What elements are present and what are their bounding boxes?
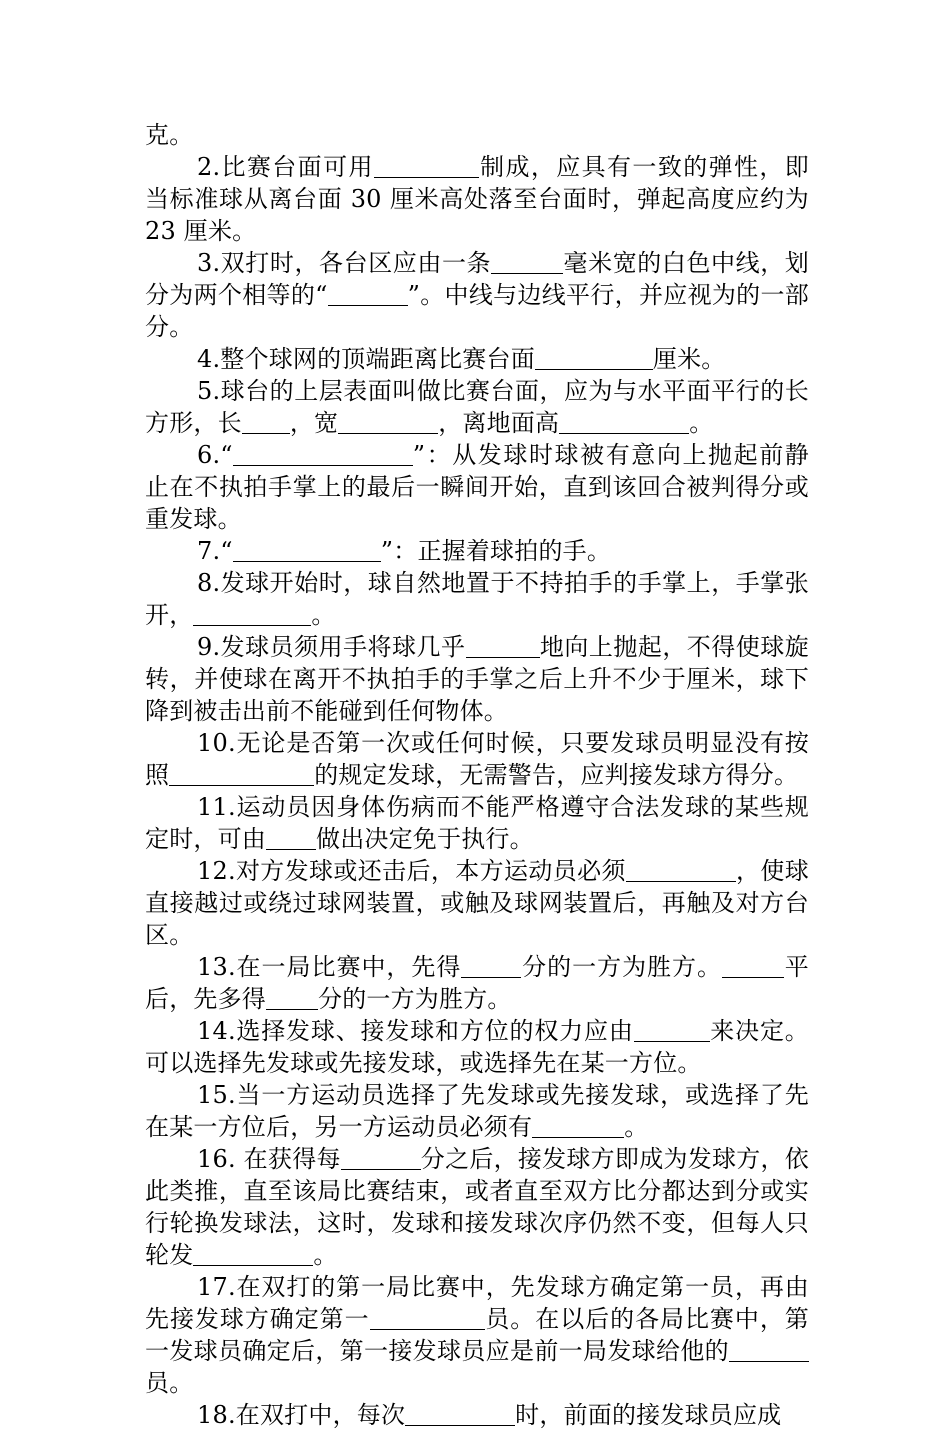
question-text: 。 [313,1241,338,1269]
question-text: 4.整个球网的顶端距离比赛台面 [197,345,535,373]
question-text: ，使球直接越过或绕过球网装置，或触及球网装置后，再触及对方台区。 [145,857,810,949]
answer-blank [626,857,736,882]
answer-blank [338,409,438,434]
question-text: 平后，先多得 [145,953,809,1013]
question-q15 [145,1079,809,1143]
question-q1-end [145,119,809,151]
question-text: 制成，应具有一致的弹性，即当标准球从离台面 30 厘米高处落至台面时，弹起高度应约为 23 厘米。 [145,153,810,245]
question-q4 [145,343,809,375]
answer-blank [193,601,311,626]
answer-blank [328,281,408,306]
question-text: 地向上抛起，不得使球旋转，并使球在离开不执拍手的手掌之后上升不少于厘米，球下降到被击出前不能碰到任何物体。 [145,633,809,725]
question-text: 11.运动员因身体伤病而不能严格遵守合法发球的某些规定时，可由 [145,793,809,853]
document-page [145,119,809,1431]
answer-blank [266,825,316,850]
question-text: 做出决定免于执行。 [316,825,534,853]
question-q10 [145,727,809,791]
answer-blank [374,153,479,178]
question-q5 [145,375,809,439]
question-text: ”：正握着球拍的手。 [380,537,612,565]
answer-blank [559,409,689,434]
question-q14 [145,1015,809,1079]
question-text: 分之后，接发球方即成为发球方，依此类推，直至该局比赛结束，或者直至双方比分都达到分或实行轮换发球法，这时，发球和接发球次序仍然不变，但每人只轮发 [145,1145,809,1269]
question-q9 [145,631,809,727]
question-q17 [145,1271,809,1399]
answer-blank [169,761,314,786]
question-text: 17.在双打的第一局比赛中，先发球方确定第一员，再由先接发球方确定第一 [145,1273,809,1333]
answer-blank [532,1113,624,1138]
question-text: 15.当一方运动员选择了先发球或先接发球，或选择了先在某一方位后，另一方运动员必须有 [145,1081,809,1141]
answer-blank [466,633,540,658]
question-text: ，离地面高 [438,409,560,437]
question-text: 16. 在获得每 [197,1145,341,1173]
question-q16 [145,1143,809,1271]
question-q12 [145,855,809,951]
question-q8 [145,567,809,631]
answer-blank [461,953,521,978]
answer-blank [405,1401,515,1426]
question-q11 [145,791,809,855]
question-text: 的规定发球，无需警告，应判接发球方得分。 [314,761,799,789]
answer-blank [233,537,381,562]
question-text: 分的一方为胜方。 [318,985,512,1013]
question-text: 时，前面的接发球员应成 [515,1401,782,1429]
answer-blank [491,249,563,274]
question-text: ”。中线与边线平行，并应视为的一部分。 [145,281,809,341]
question-text: 。 [624,1113,649,1141]
question-q18 [145,1399,809,1431]
answer-blank [722,953,784,978]
question-text: 18.在双打中，每次 [197,1401,406,1429]
question-text: 13.在一局比赛中，先得 [197,953,462,981]
question-text: 12.对方发球或还击后，本方运动员必须 [197,857,626,885]
question-text: 2.比赛台面可用 [197,153,374,181]
question-text: 14.选择发球、接发球和方位的权力应由 [197,1017,634,1045]
question-q6 [145,439,809,535]
answer-blank [242,409,290,434]
answer-blank [266,985,318,1010]
question-text: 。 [311,601,336,629]
question-text: 7.“ [197,537,233,565]
answer-blank [370,1305,485,1330]
question-text: 10.无论是否第一次或任何时候，只要发球员明显没有按照 [145,729,809,789]
answer-blank [193,1241,313,1266]
question-text: 8.发球开始时，球自然地置于不持拍手的手掌上，手掌张开， [145,569,809,629]
question-text: 来决定。可以选择先发球或先接发球，或选择先在某一方位。 [145,1017,809,1077]
answer-blank [233,441,413,466]
question-text: 员。 [145,1369,194,1397]
answer-blank [634,1017,710,1042]
question-q13 [145,951,809,1015]
question-q7 [145,535,809,567]
question-q3 [145,247,809,343]
answer-blank [341,1145,421,1170]
question-q2 [145,151,809,247]
question-text: 毫米宽的白色中线，划分为两个相等的“ [145,249,810,309]
question-text: 分的一方为胜方。 [521,953,722,981]
answer-blank [535,345,653,370]
question-text: 克。 [145,121,194,149]
question-text: 6.“ [197,441,233,469]
question-text: 员。在以后的各局比赛中，第一发球员确定后，第一接发球员应是前一局发球给他的 [145,1305,809,1365]
answer-blank [729,1337,809,1362]
question-text: ”：从发球时球被有意向上抛起前静止在不执拍手掌上的最后一瞬间开始，直到该回合被判得分或重发球。 [145,441,809,533]
question-text: 5.球台的上层表面叫做比赛台面，应为与水平面平行的长方形，长 [145,377,809,437]
question-text: 9.发球员须用手将球几乎 [197,633,466,661]
question-text: ，宽 [289,409,339,437]
question-text: 厘米。 [652,345,726,373]
question-text: 。 [689,409,714,437]
question-text: 3.双打时，各台区应由一条 [197,249,492,277]
